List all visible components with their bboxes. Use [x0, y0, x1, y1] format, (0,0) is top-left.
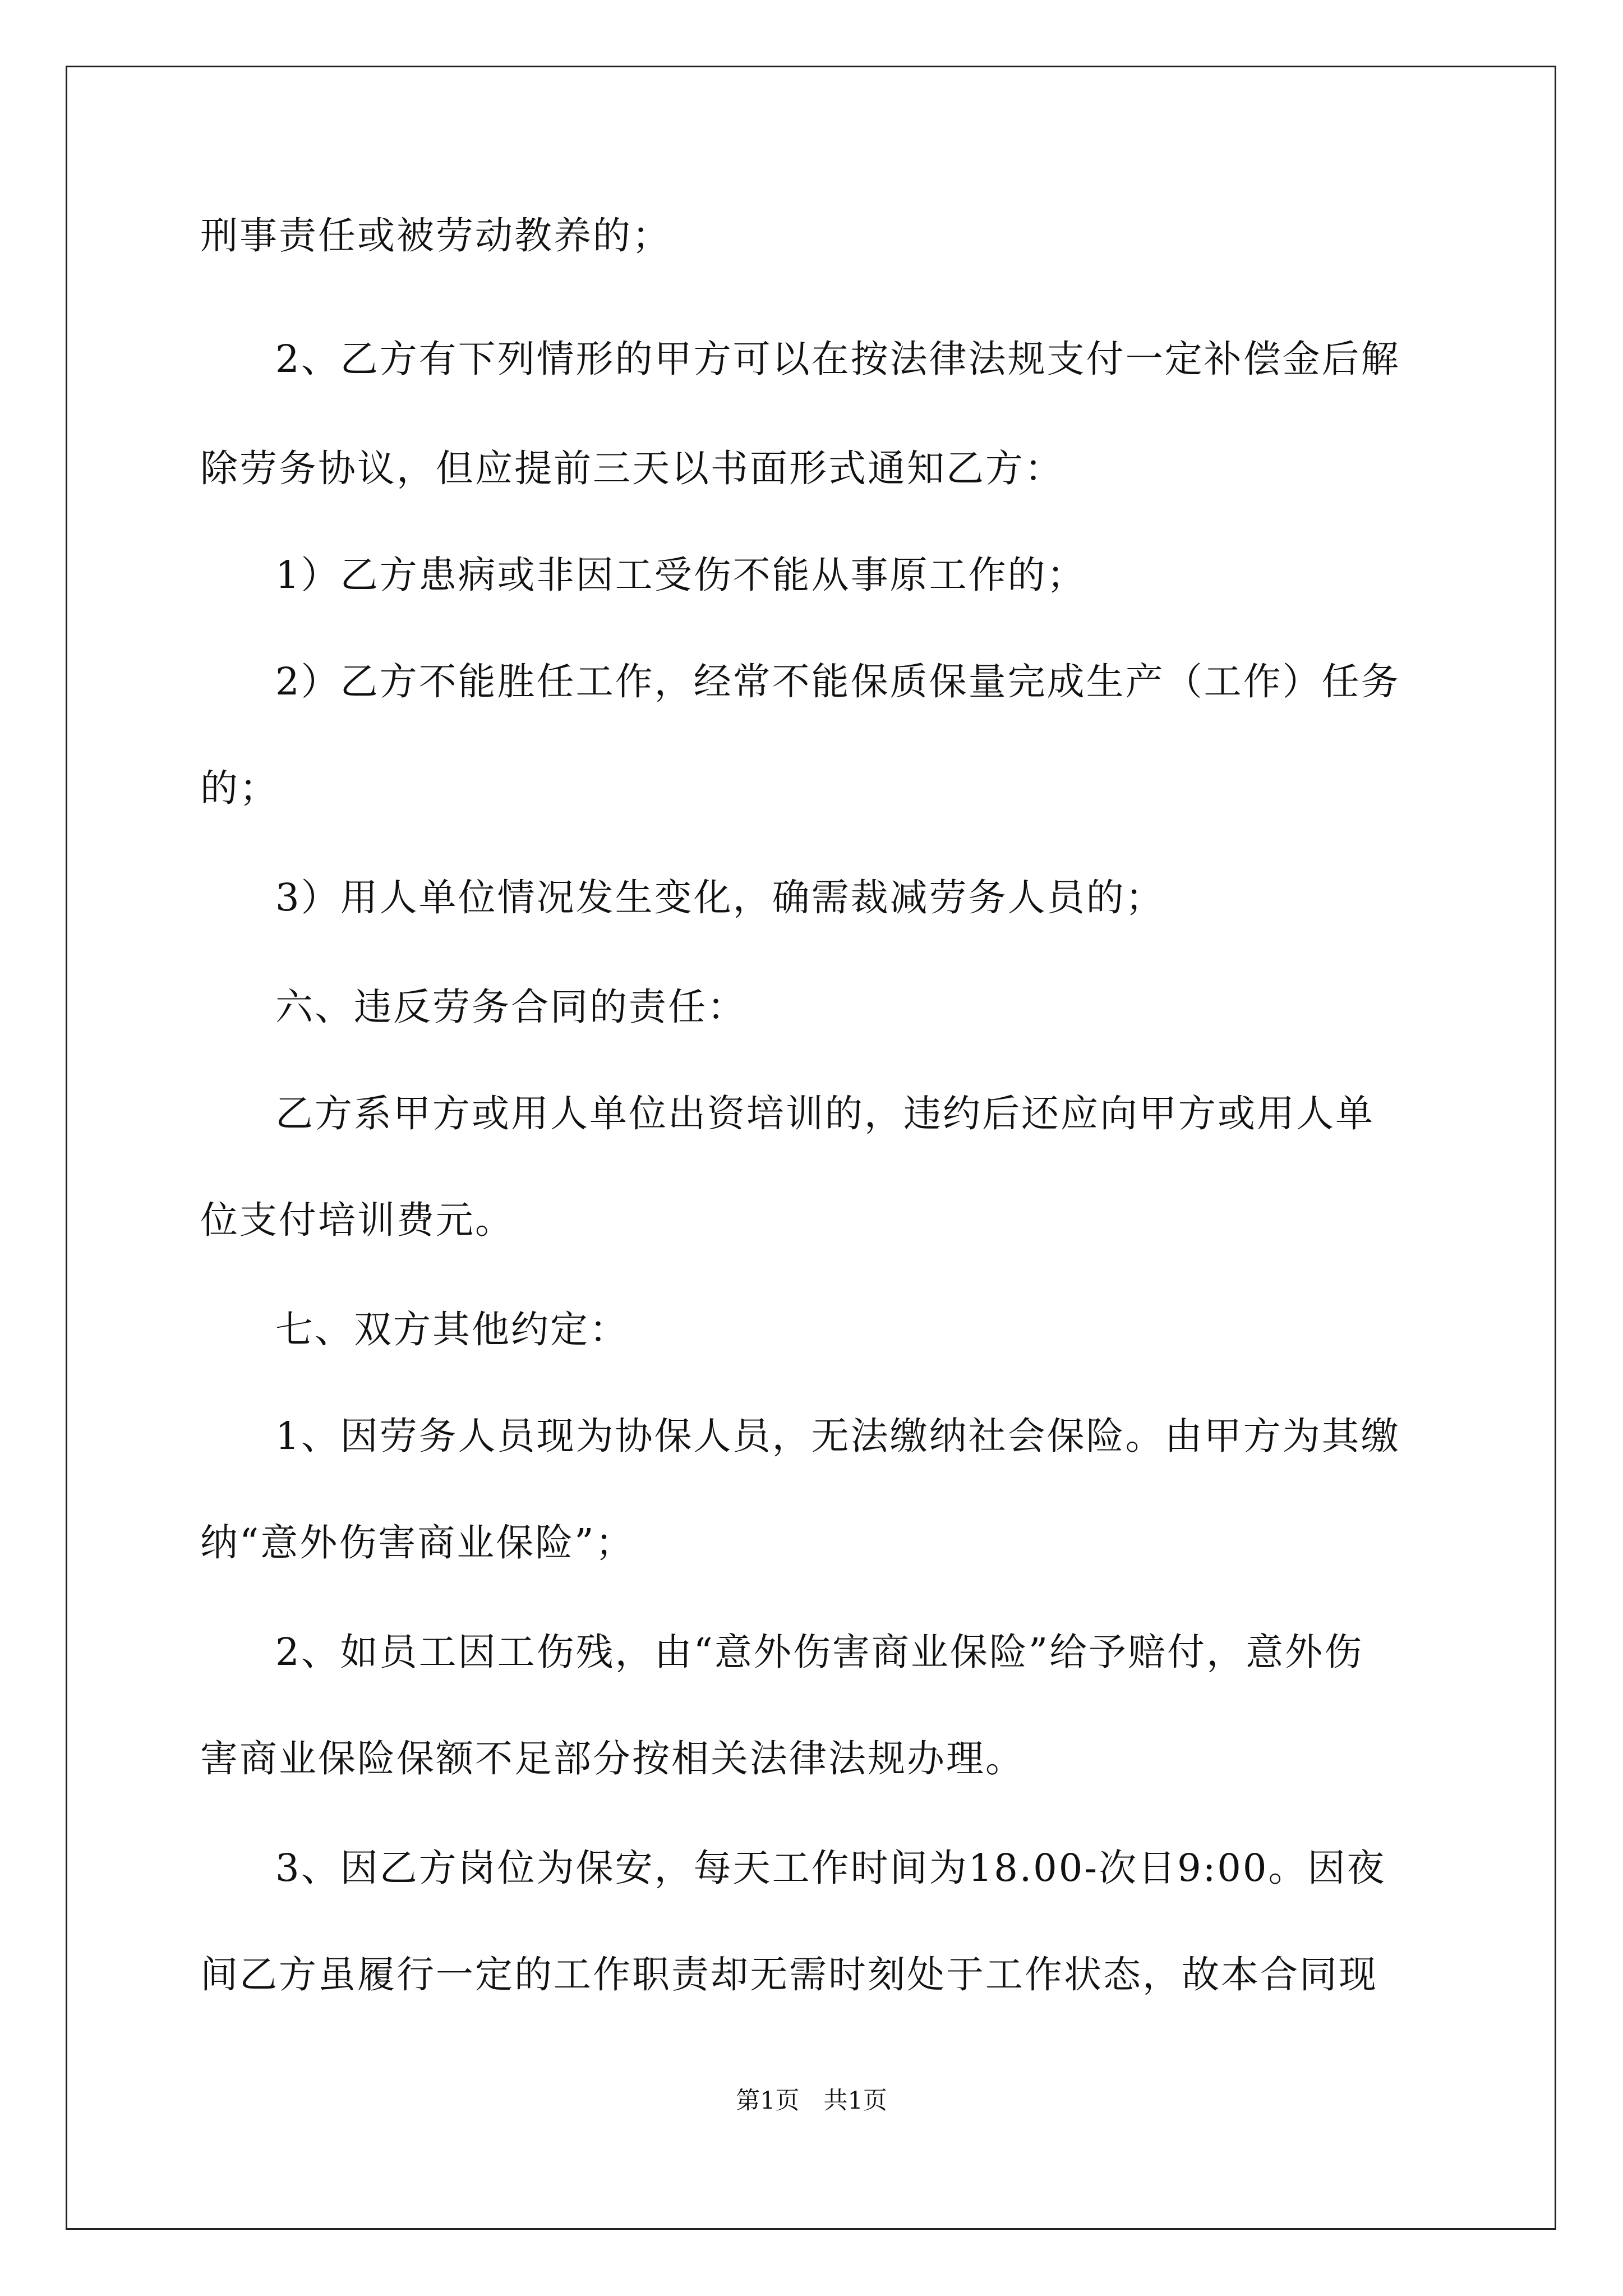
text-line: 除劳务协议，但应提前三天以书面形式通知乙方： [200, 447, 1064, 490]
text-line: 2、如员工因工伤残，由“意外伤害商业保险”给予赔付，意外伤 [275, 1630, 1364, 1674]
text-line: 乙方系甲方或用人单位出资培训的，违约后还应向甲方或用人单 [275, 1092, 1375, 1135]
text-line: 3）用人单位情况发生变化，确需裁减劳务人员的； [275, 876, 1165, 919]
section-heading: 七、双方其他约定： [275, 1308, 629, 1351]
text-line: 害商业保险保额不足部分按相关法律法规办理。 [200, 1737, 1025, 1780]
page-border [66, 66, 1556, 2230]
text-line: 1）乙方患病或非因工受伤不能从事原工作的； [275, 553, 1086, 597]
text-line: 2）乙方不能胜任工作，经常不能保质保量完成生产（工作）任务 [275, 660, 1400, 703]
section-heading: 六、违反劳务合同的责任： [275, 985, 746, 1029]
page-footer: 第1页 共1页 [736, 2087, 887, 2115]
text-line: 2、乙方有下列情形的甲方可以在按法律法规支付一定补偿金后解 [275, 337, 1400, 381]
text-line: 刑事责任或被劳动教养的； [200, 214, 671, 257]
text-line: 1、因劳务人员现为协保人员，无法缴纳社会保险。由甲方为其缴 [275, 1414, 1400, 1458]
text-line: 位支付培训费元。 [200, 1198, 514, 1242]
text-line: 的； [200, 766, 279, 810]
text-line: 纳“意外伤害商业保险”； [200, 1521, 635, 1565]
text-line: 间乙方虽履行一定的工作职责却无需时刻处于工作状态，故本合同现 [200, 1953, 1378, 1996]
text-line: 3、因乙方岗位为保安，每天工作时间为18.00-次日9:00。因夜 [275, 1846, 1386, 1890]
